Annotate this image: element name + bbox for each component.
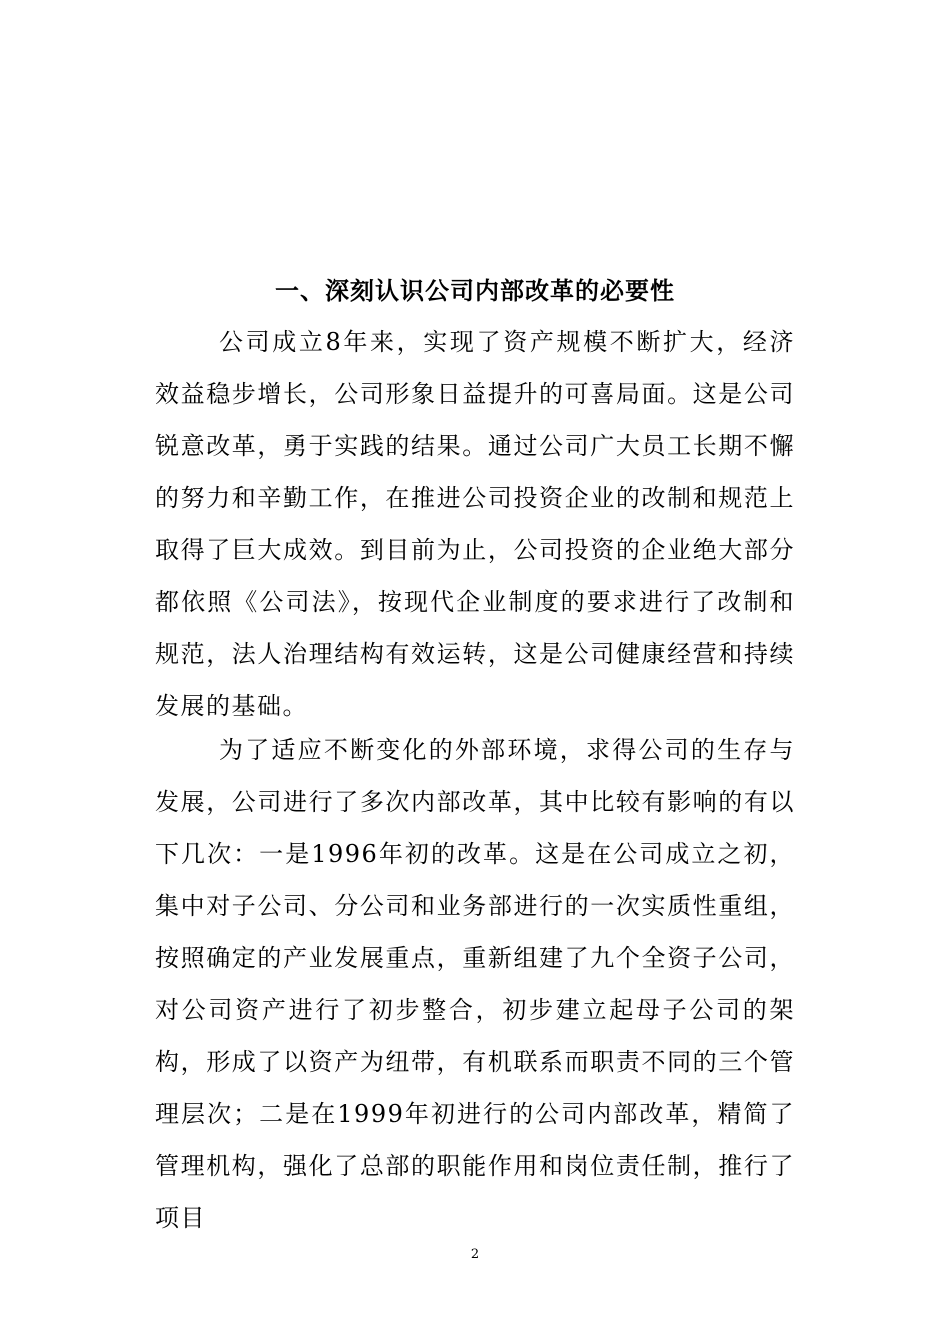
body-paragraph: 为了适应不断变化的外部环境，求得公司的生存与发展，公司进行了多次内部改革，其中比较有影响的有以下几次：一是1996年初的改革。这是在公司成立之初，集中对子公司、分公司和业务部进行的一次实质性重组，按照确定的产业发展重点，重新组建了九个全资子公司，对公司资产进行了初步整合，初步建立起母子公司的架构，形成了以资产为纽带，有机联系而职责不同的三个管理层次；二是在1999年初进行的公司内部改革，精简了管理机构，强化了总部的职能作用和岗位责任制，推行了项目 bbox=[155, 736, 795, 1232]
body-paragraph: 公司成立8年来，实现了资产规模不断扩大，经济效益稳步增长，公司形象日益提升的可喜局面。这是公司锐意改革，勇于实践的结果。通过公司广大员工长期不懈的努力和辛勤工作，在推进公司投资企业的改制和规范上取得了巨大成效。到目前为止，公司投资的企业绝大部分都依照《公司法》，按现代企业制度的要求进行了改制和规范，法人治理结构有效运转，这是公司健康经营和持续发展的基础。 bbox=[155, 328, 795, 720]
page-number: 2 bbox=[470, 1247, 480, 1262]
section-heading: 一、深刻认识公司内部改革的必要性 bbox=[275, 277, 675, 305]
